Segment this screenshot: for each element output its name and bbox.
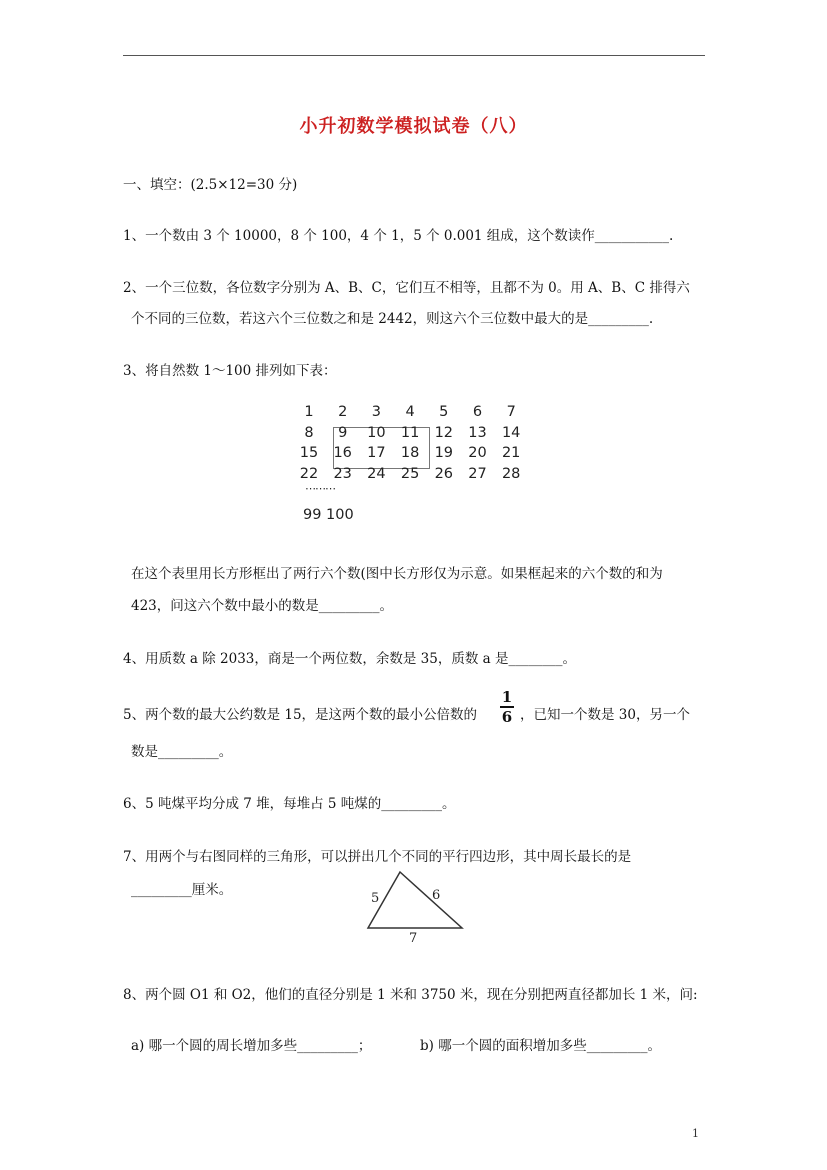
question-5-line-1b: ，已知一个数是 30，另一个 xyxy=(520,707,690,723)
fraction-numerator: 1 xyxy=(501,688,513,706)
triangle-side-left-label: 5 xyxy=(371,891,380,906)
question-2-line-2: 个不同的三位数，若这六个三位数之和是 2442，则这六个三位数中最大的是_________. xyxy=(131,311,654,327)
grid-cell: 6 xyxy=(472,404,483,420)
question-5-line-1a: 5、两个数的最大公约数是 15，是这两个数的最小公倍数的 xyxy=(123,707,478,723)
grid-cell: 15 xyxy=(299,445,319,461)
page-number: 1 xyxy=(692,1127,699,1140)
grid-cell: 3 xyxy=(371,404,381,420)
question-6: 6、5 吨煤平均分成 7 堆，每堆占 5 吨煤的_________。 xyxy=(123,796,456,812)
grid-cell: 24 xyxy=(367,465,386,482)
grid-cell: 9 xyxy=(338,424,348,441)
grid-cell: 8 xyxy=(304,424,314,441)
question-8: 8、两个圆 O1 和 O2，他们的直径分别是 1 米和 3750 米，现在分别把两直径都加长 1 米，问: xyxy=(123,987,698,1003)
question-5-line-2: 数是_________。 xyxy=(131,744,233,760)
grid-cell: 17 xyxy=(367,445,386,461)
question-7-line-2: _________厘米。 xyxy=(131,882,233,898)
triangle-figure xyxy=(355,868,470,948)
grid-cell: 10 xyxy=(367,424,386,441)
grid-cell: 21 xyxy=(501,445,521,461)
grid-ellipsis: ⋯⋯⋯ xyxy=(305,482,335,495)
grid-cell: 27 xyxy=(468,465,487,482)
grid-cell: 4 xyxy=(405,404,415,420)
section-heading: 一、填空：(2.5×12=30 分) xyxy=(123,177,298,193)
fraction-denominator: 6 xyxy=(501,708,513,726)
question-1: 1、一个数由 3 个 10000，8 个 100，4 个 1，5 个 0.001 组成，这个数读作___________. xyxy=(123,228,674,244)
question-3-text-2: 423，问这六个数中最小的数是_________。 xyxy=(131,598,394,614)
grid-cell: 7 xyxy=(506,404,516,420)
triangle-side-right-label: 6 xyxy=(432,888,441,903)
grid-cell: 13 xyxy=(468,424,487,441)
question-8a: a) 哪一个圆的周长增加多些_________； xyxy=(131,1038,372,1054)
grid-cell: 23 xyxy=(333,465,352,482)
grid-cell: 12 xyxy=(434,424,454,441)
grid-cell: 1 xyxy=(304,404,314,420)
grid-cell: 25 xyxy=(400,465,420,482)
triangle-base-label: 7 xyxy=(409,931,418,946)
question-4: 4、用质数 a 除 2033，商是一个两位数，余数是 35，质数 a 是________。 xyxy=(123,651,576,667)
grid-cell: 2 xyxy=(338,404,348,420)
grid-cell: 28 xyxy=(501,465,521,482)
header-rule xyxy=(123,55,705,56)
question-7-line-1: 7、用两个与右图同样的三角形，可以拼出几个不同的平行四边形，其中周长最长的是 xyxy=(123,849,632,865)
triangle-shape xyxy=(368,872,462,928)
question-8b: b) 哪一个圆的面积增加多些_________。 xyxy=(420,1038,661,1054)
grid-cell: 26 xyxy=(434,465,454,482)
question-2-line-1: 2、一个三位数，各位数字分别为 A、B、C，它们互不相等，且都不为 0。用 A、B、C 排得六 xyxy=(123,280,690,296)
grid-cell: 16 xyxy=(333,445,352,461)
grid-cell: 18 xyxy=(400,445,420,461)
question-3: 3、将自然数 1～100 排列如下表： xyxy=(123,363,337,379)
grid-last-row: 99 100 xyxy=(303,506,354,523)
page-title: 小升初数学模拟试卷（八） xyxy=(299,116,528,137)
fraction-one-sixth xyxy=(500,689,514,725)
grid-cell: 20 xyxy=(468,445,487,461)
grid-cell: 11 xyxy=(400,424,420,441)
grid-cell: 5 xyxy=(439,404,449,420)
question-3-text-1: 在这个表里用长方形框出了两行六个数(图中长方形仅为示意。如果框起来的六个数的和为 xyxy=(131,566,663,582)
grid-cell: 14 xyxy=(501,424,521,441)
grid-cell: 19 xyxy=(434,445,454,461)
grid-cell: 22 xyxy=(299,465,319,482)
